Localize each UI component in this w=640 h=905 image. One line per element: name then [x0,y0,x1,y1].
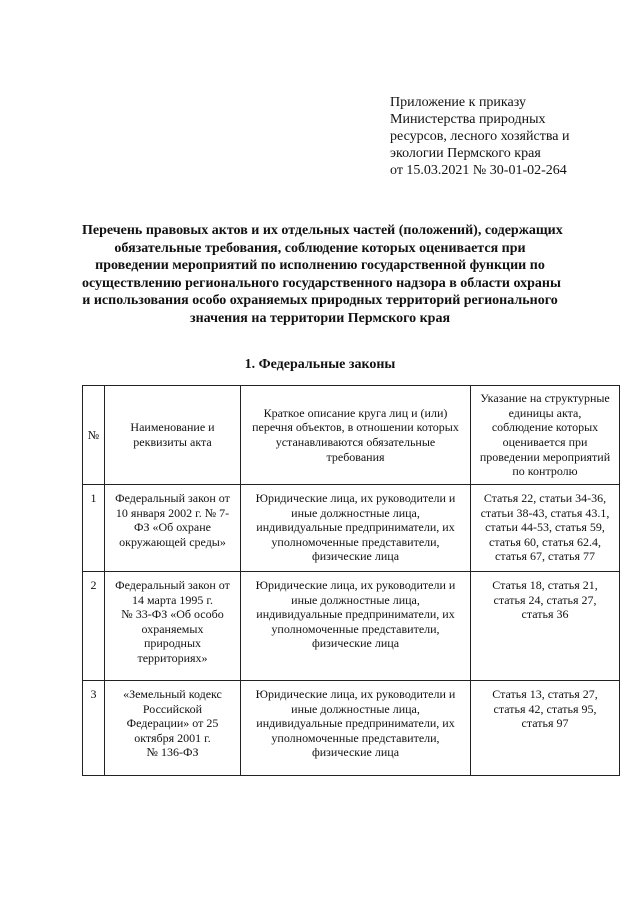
row-name: «Земельный кодекс Российской Федерации» от 25 октября 2001 г. № 136-ФЗ [105,681,241,776]
row-description: Юридические лица, их руководители и иные должностные лица, индивидуальные предприниматели, их уполномоченные представители, физические лица [241,572,471,681]
row-name: Федеральный закон от 14 марта 1995 г. № 33-ФЗ «Об особо охраняемых природных территориях» [105,572,241,681]
row-description: Юридические лица, их руководители и иные должностные лица, индивидуальные предприниматели, их уполномоченные представители, физические лица [241,485,471,572]
header-num: № [83,386,105,485]
table-header-row [83,386,620,485]
row-units: Статья 18, статья 21, статья 24, статья 27, статья 36 [471,572,620,681]
row-num: 3 [83,681,105,776]
appendix-line: экологии Пермского края [390,146,541,161]
row-units: Статья 13, статья 27, статья 42, статья 95, статья 97 [471,681,620,776]
title-line: и использования особо охраняемых природных территорий регионального [82,293,558,308]
row-description: Юридические лица, их руководители и иные должностные лица, индивидуальные предприниматели, их уполномоченные представители, физические лица [241,681,471,776]
title-line: Перечень правовых актов и их отдельных частей (положений), содержащих [82,223,563,238]
acts-table [82,385,620,776]
header-name: Наименование и реквизиты акта [105,386,241,485]
table-row [83,681,620,776]
document-title [82,222,563,327]
appendix-line: от 15.03.2021 № 30-01-02-264 [390,163,567,178]
header-description: Краткое описание круга лиц и (или) перечня объектов, в отношении которых устанавливаются обязательные требования [241,386,471,485]
row-num: 1 [83,485,105,572]
row-units: Статья 22, статьи 34-36, статьи 38-43, статья 43.1, статьи 44-53, статья 59, статья 60, статья 62.4, статья 67, статья 77 [471,485,620,572]
title-line: осуществлению регионального государственного надзора в области охраны [82,275,561,291]
appendix-header [390,94,620,179]
row-num: 2 [83,572,105,681]
row-name: Федеральный закон от 10 января 2002 г. № 7- ФЗ «Об охране окружающей среды» [105,485,241,572]
section-title: 1. Федеральные законы [244,357,396,372]
table-row [83,485,620,572]
appendix-line: ресурсов, лесного хозяйства и [390,129,570,144]
appendix-line: Приложение к приказу [390,95,526,110]
title-line: проведении мероприятий по исполнению государственной функции по [95,258,545,273]
title-line: обязательные требования, соблюдение которых оценивается при [114,240,526,256]
header-units: Указание на структурные единицы акта, соблюдение которых оценивается при проведении мероприятий по контролю [471,386,620,485]
appendix-line: Министерства природных [390,112,546,127]
table-row [83,572,620,681]
title-line: значения на территории Пермского края [189,310,451,326]
